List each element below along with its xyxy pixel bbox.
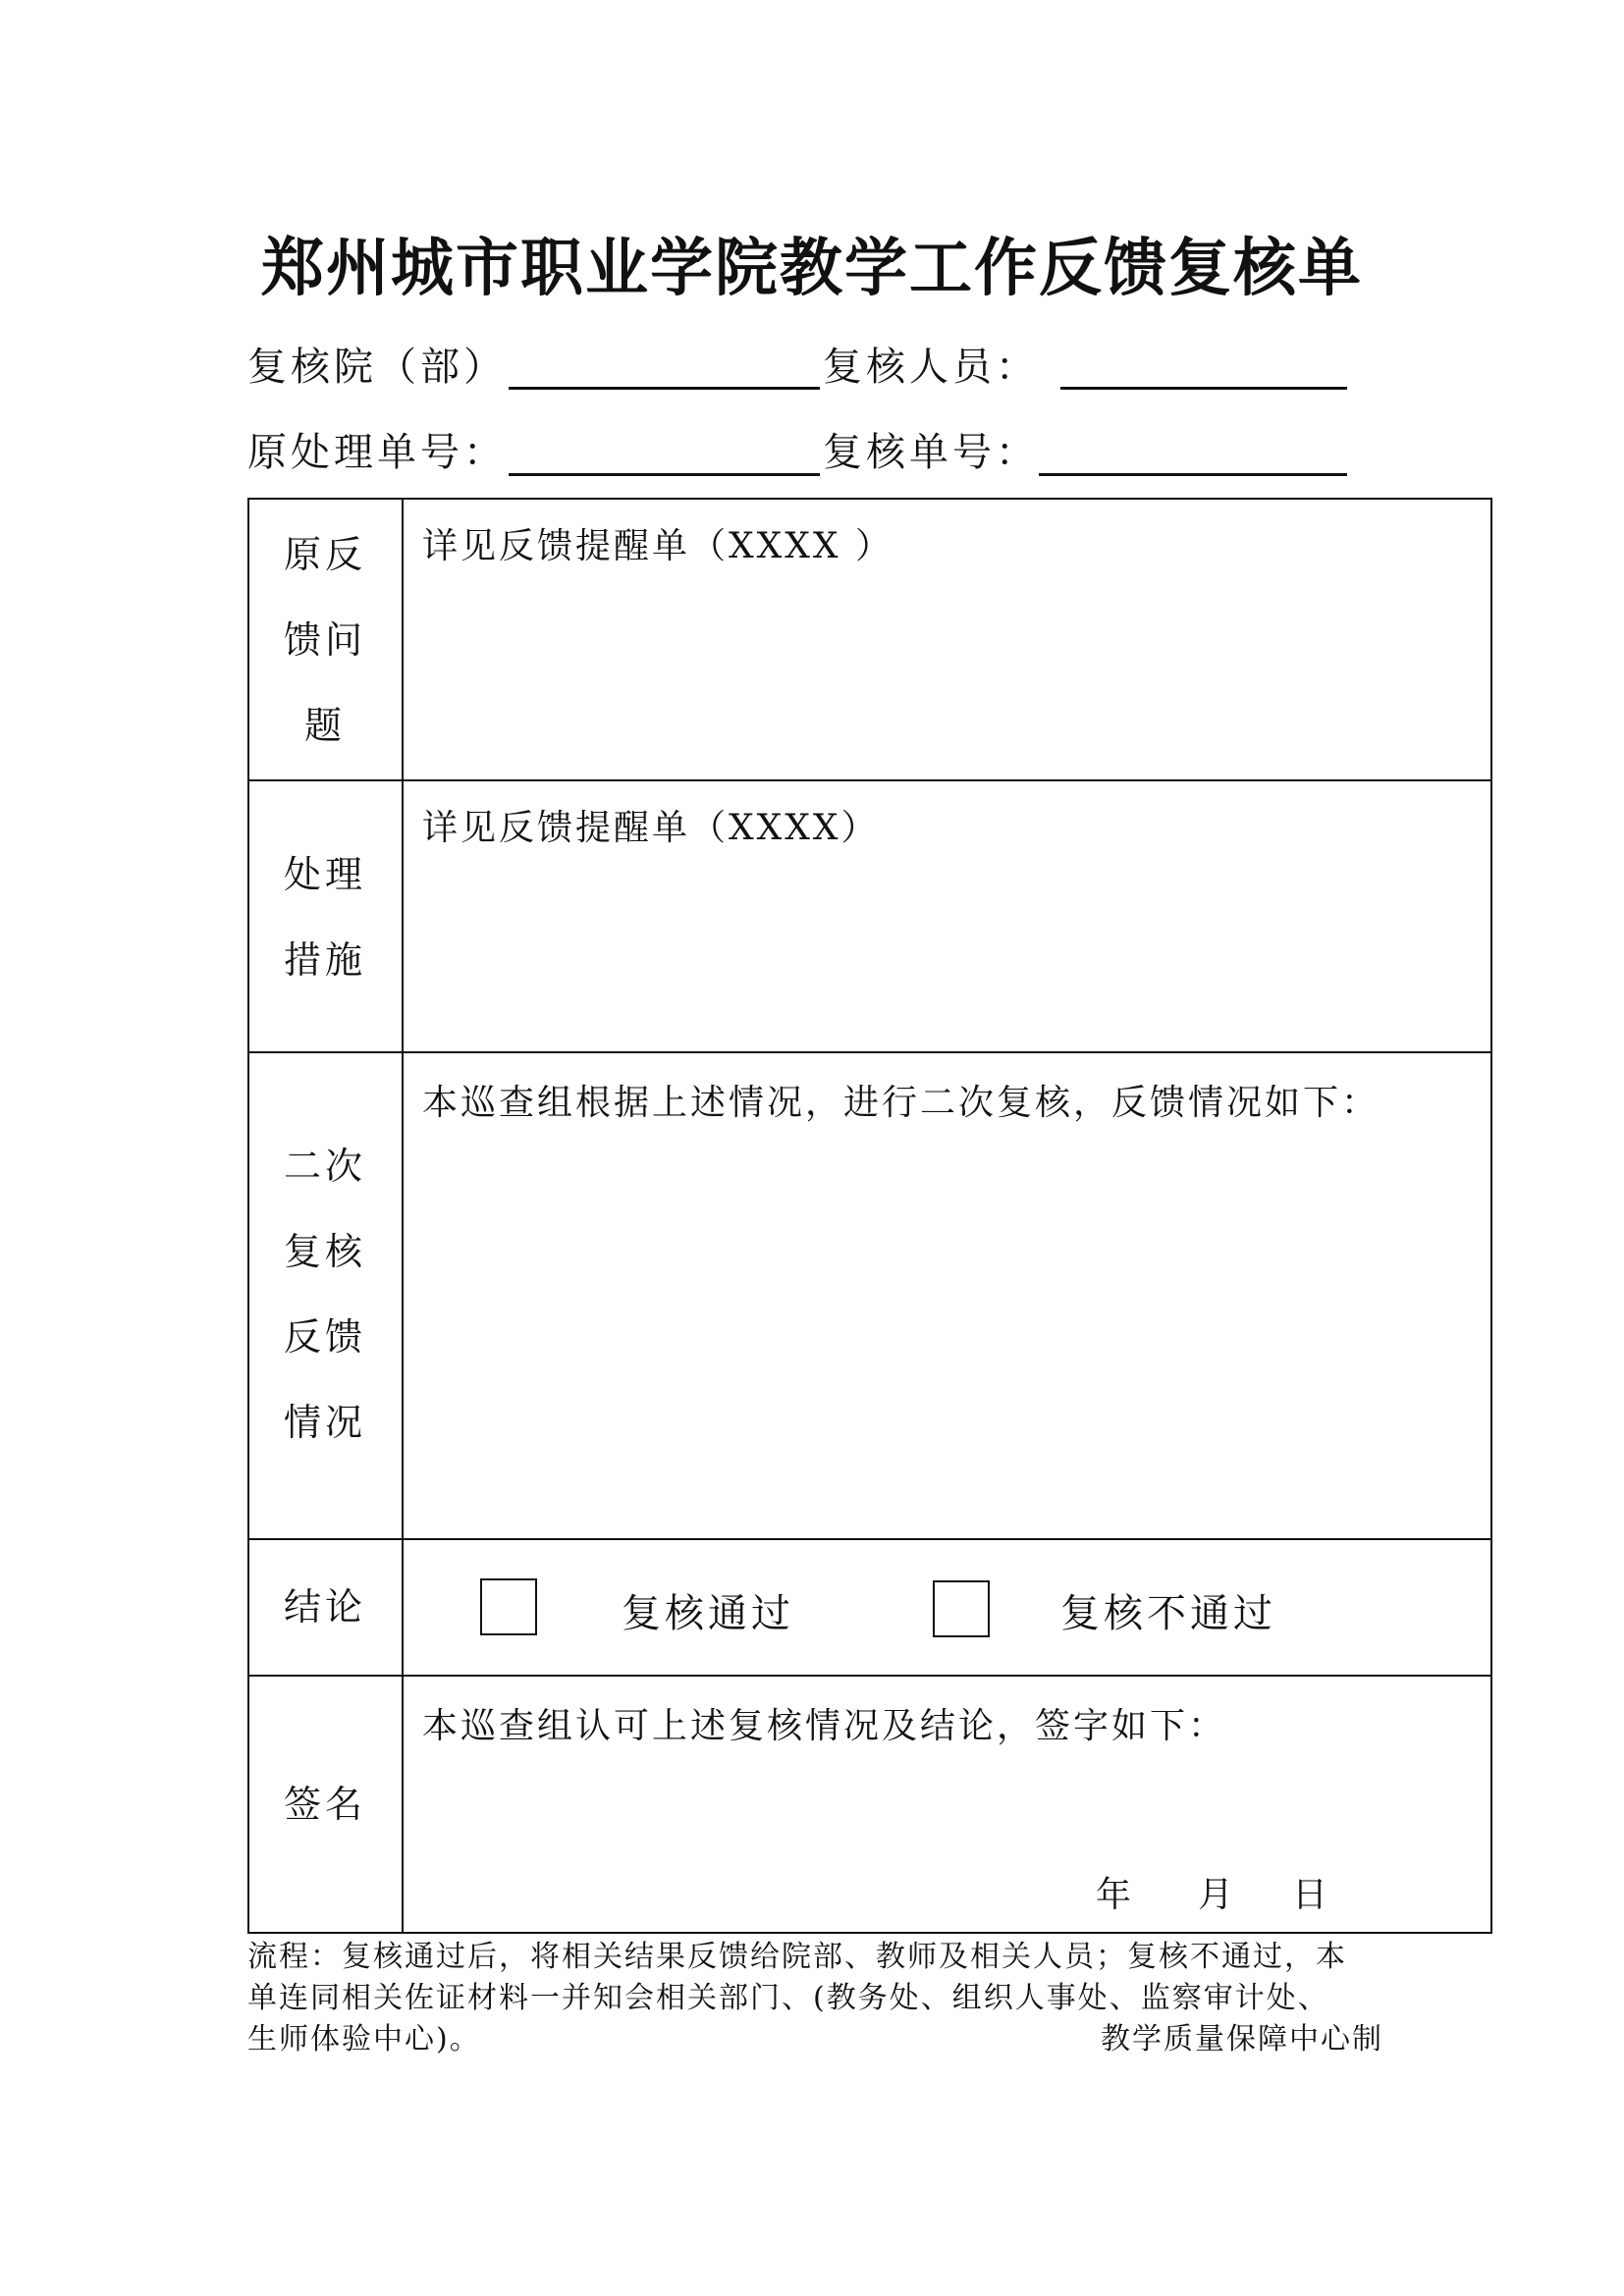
row-divider [247,779,1492,781]
row-divider [247,1675,1492,1677]
original-problem-content[interactable]: 详见反馈提醒单（XXXX ） [422,526,893,566]
row-divider [247,1051,1492,1053]
reviewer-field[interactable] [1060,387,1347,390]
row-divider [247,1538,1492,1540]
label-line: 情况 [283,1401,366,1444]
signature-content[interactable]: 本巡查组认可上述复核情况及结论，签字如下： [422,1706,1227,1746]
review-no-label: 复核单号： [823,430,1039,475]
page-title: 郑州城市职业学院教学工作反馈复核单 [261,232,1363,305]
footer-line-2: 单连同相关佐证材料一并知会相关部门、(教务处、组织人事处、监察审计处、 [247,1981,1329,2015]
row-label-second-review [247,1124,403,1466]
label-line: 反馈 [283,1315,366,1359]
row-label-measures [247,832,403,1003]
label-line: 结论 [283,1585,366,1629]
footer-issuer: 教学质量保障中心制 [1101,2022,1383,2056]
date-month: 月 [1198,1875,1234,1915]
measures-content[interactable]: 详见反馈提醒单（XXXX） [422,808,880,848]
fail-label: 复核不通过 [1060,1591,1276,1636]
fail-checkbox[interactable] [933,1580,990,1637]
label-line: 复核 [283,1230,366,1273]
review-no-field[interactable] [1039,473,1347,476]
pass-checkbox[interactable] [480,1578,537,1635]
label-line: 处理 [283,853,366,896]
label-line: 题 [303,704,346,747]
label-line: 馈问 [283,618,366,662]
reviewer-label: 复核人员： [823,345,1039,390]
row-label-conclusion [247,1565,403,1650]
footer-line-3: 生师体验中心)。 [247,2022,481,2056]
label-line: 措施 [283,938,366,982]
footer-line-1: 流程：复核通过后，将相关结果反馈给院部、教师及相关人员；复核不通过，本 [247,1940,1347,1974]
second-review-content[interactable]: 本巡查组根据上述情况，进行二次复核，反馈情况如下： [422,1083,1380,1123]
pass-label: 复核通过 [622,1591,794,1636]
row-label-signature [247,1762,403,1847]
label-line: 签名 [283,1783,366,1826]
review-dept-label: 复核院（部） [247,345,507,390]
label-line: 原反 [283,533,366,576]
review-dept-field[interactable] [509,387,820,390]
orig-no-field[interactable] [509,473,820,476]
label-line: 二次 [283,1145,366,1188]
date-day: 日 [1292,1875,1328,1915]
orig-no-label: 原处理单号： [247,430,507,475]
date-year: 年 [1096,1875,1132,1915]
row-label-original-problem [247,512,403,769]
